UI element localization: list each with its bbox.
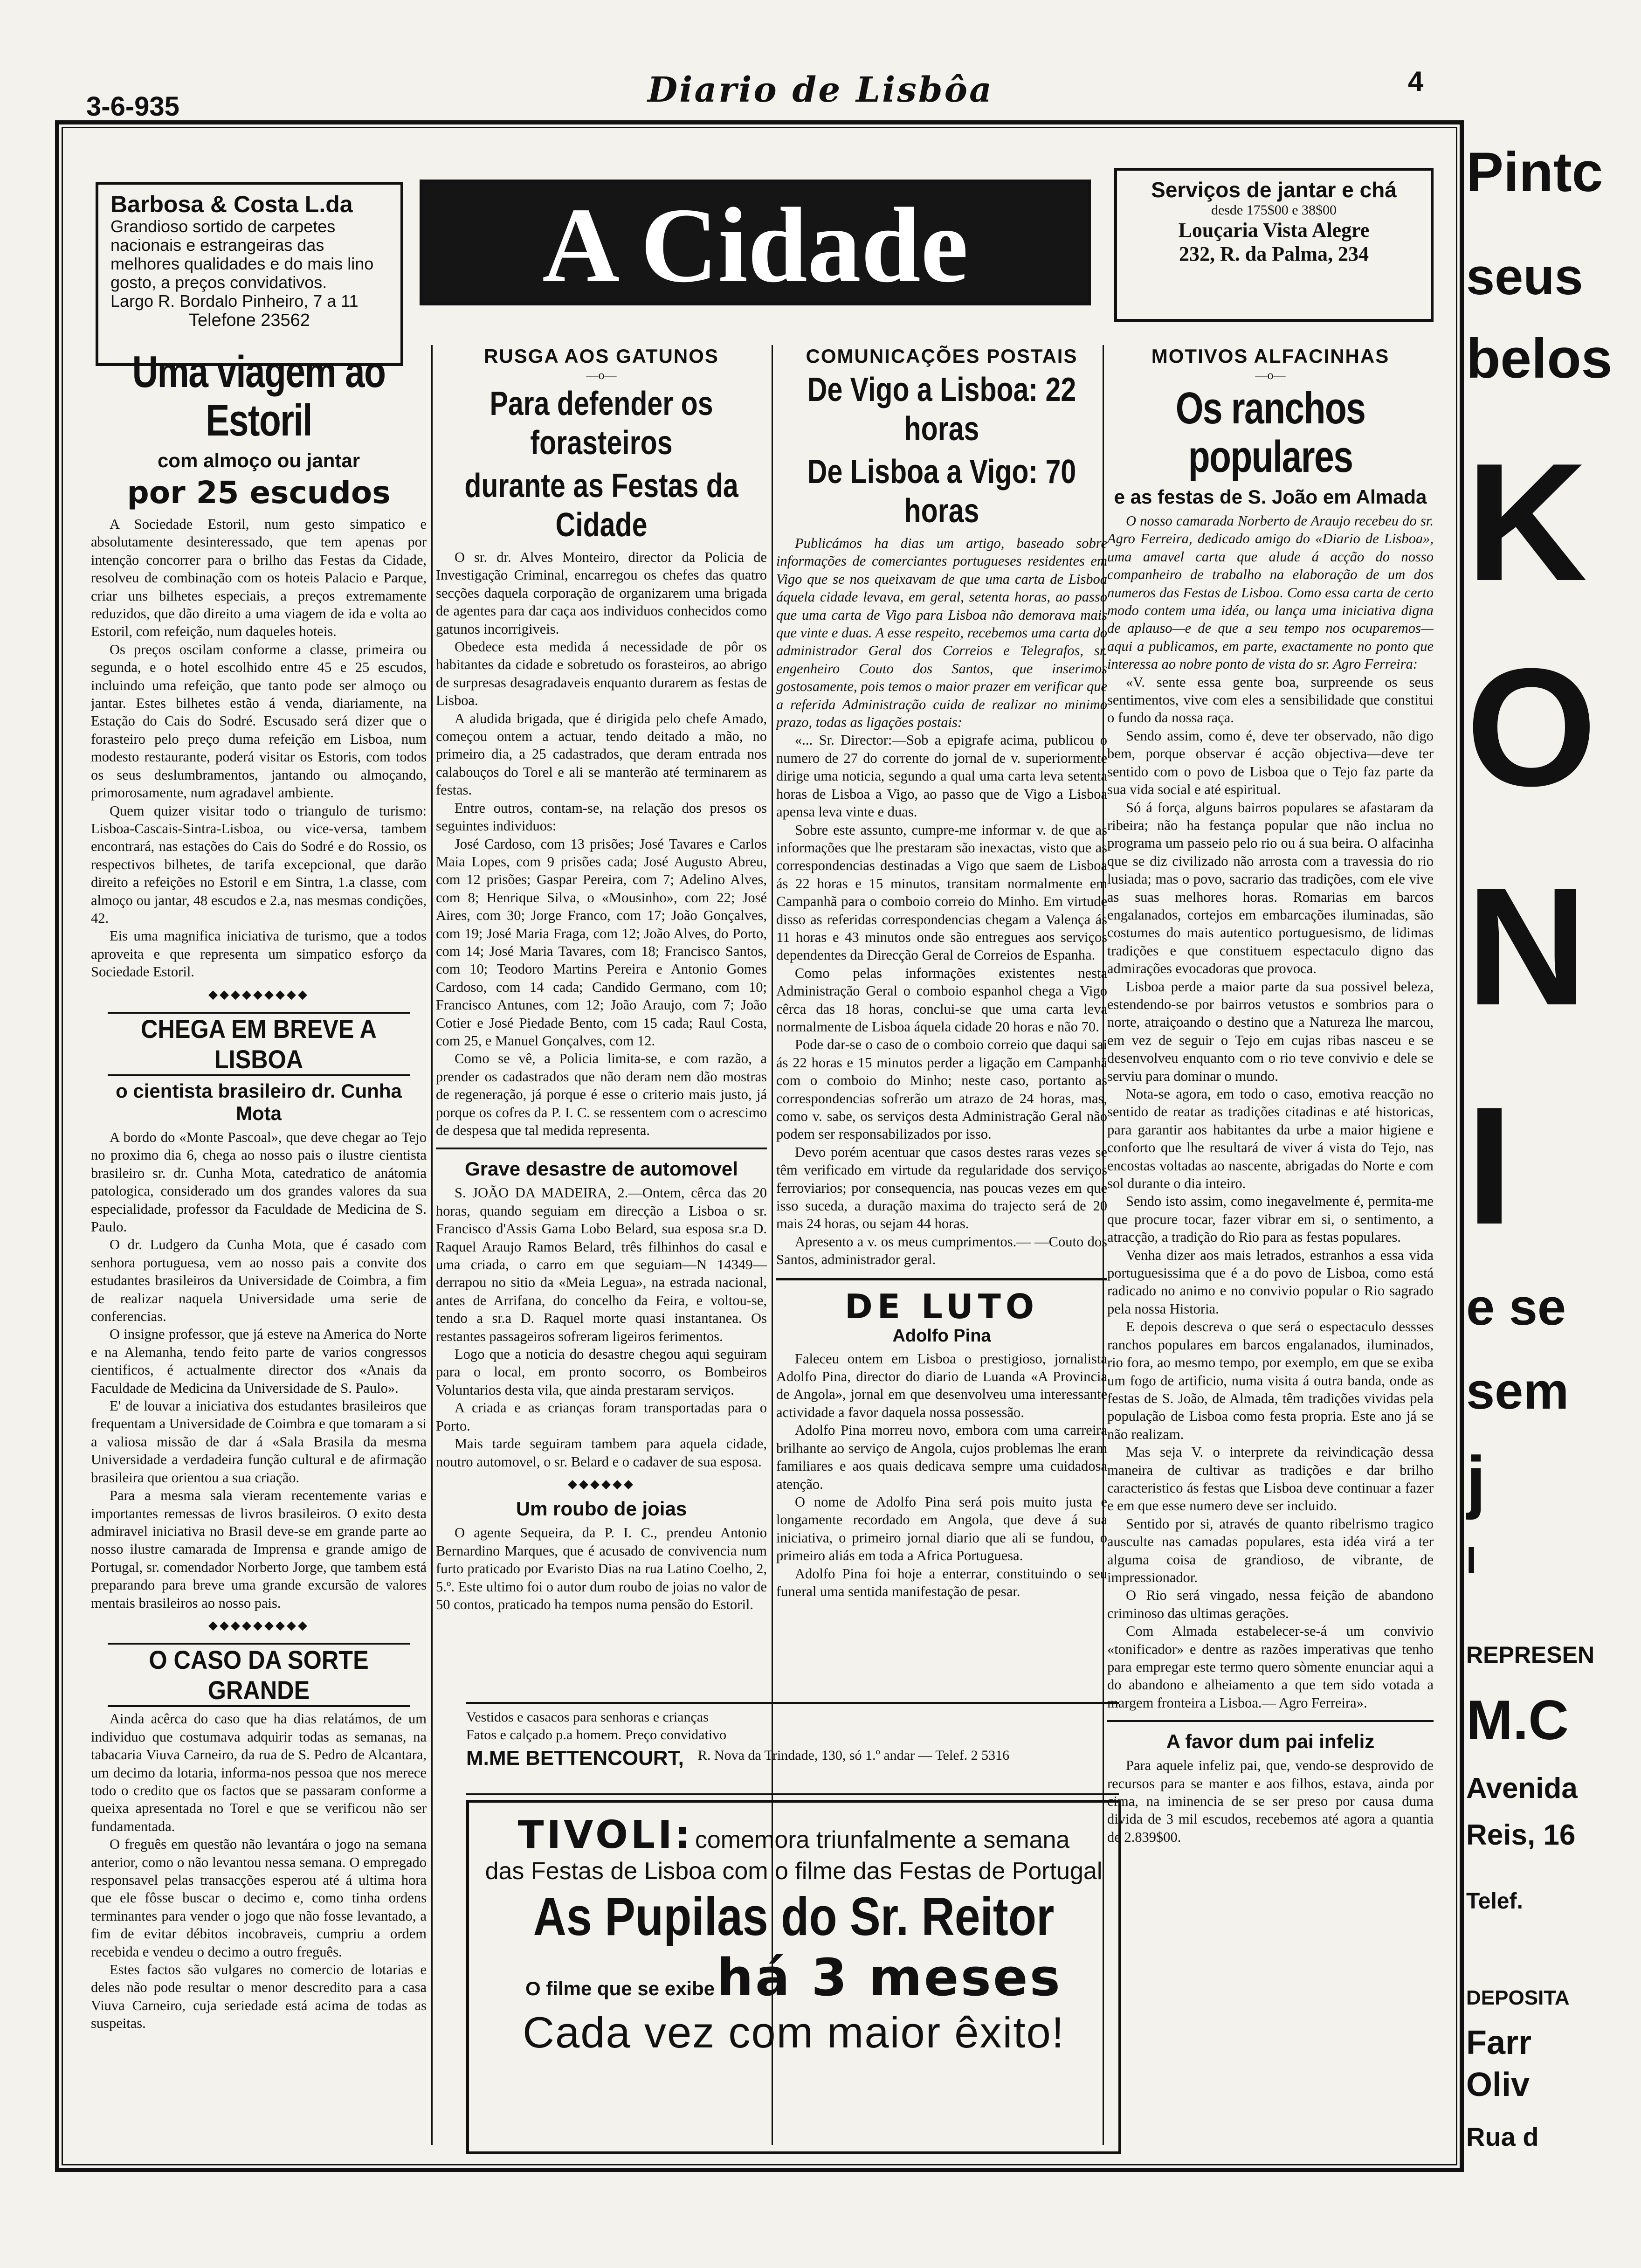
headline-forasteiros-2: durante as Festas da Cidade [464,467,738,544]
ad-tivoli-line6: Cada vez com maior êxito! [523,2008,1065,2057]
divider [436,1148,767,1149]
ad-barbosa-phone: Telefone 23562 [189,311,310,330]
strip-text: I [1466,1539,1477,1581]
ad-barbosa-address: Largo R. Bordalo Pinheiro, 7 a 11 [110,291,359,311]
section-motivos: MOTIVOS ALFACINHAS [1151,345,1390,367]
ad-vista-alegre [1114,168,1434,322]
headline-vigo-2: De Lisboa a Vigo: 70 horas [807,453,1076,530]
headline-cunha-mota: CHEGA EM BREVE A LISBOA [108,1012,410,1076]
column-1 [91,345,427,2145]
strip-text: N [1466,853,1587,1040]
strip-text: Reis, 16 [1466,1819,1576,1851]
paragraph: A criada e as crianças foram transportadas para o Porto. [436,1400,767,1434]
ad-vista-line3: Louçaria Vista Alegre [1178,219,1370,242]
ornament-divider: ◆◆◆◆◆◆ [568,1477,635,1491]
subheadline-adolfo-pina: Adolfo Pina [892,1326,991,1346]
strip-text: seus [1466,248,1583,305]
paragraph: Com Almada estabelecer-se-á um convivio «tonificador» e dentre as razões imperativas que tenho para empregar este termo quero sòmente enunciar aqui a do abandono e alheiamento a que tem sido votada a margem fronteira a Lisboa.— Agro Ferreira». [1107,1623,1434,1711]
column-2 [436,345,767,1688]
strip-text: belos [1466,327,1613,390]
ad-tivoli-line2: das Festas de Lisboa com o filme das Festas de Portugal [485,1858,1103,1885]
column-3 [776,345,1107,1688]
paragraph: José Cardoso, com 13 prisões; José Tavares e Carlos Maia Lopes, com 9 prisões cada; José Augusto Abreu, com 12 prisões; Gaspar Pereira, com 7; Adelino Alves, com 8; Henrique Silva, o «Mousinho», com 22; José Aires, com 30; Jorge Franco, com 17; João Gonçalves, com 19; José Maria Fraga, com 12; João Alves, do Porto, com 14; José Maria Tavares, com 18; Francisco Santos, com 10; Teodoro Martins Pereira e Antonio Gomes Cardoso, com 14 cada; Candido Germano, com 10; Francisco Antunes, com 12; João Araujo, com 7; João Cotier e José Piedade Bento, com 15 cada; Raul Costa, com 25, e Manuel Gonçalves, com 12. [436,836,767,1049]
ad-tivoli-film-title: As Pupilas do Sr. Reitor [533,1886,1055,1947]
ad-bettencourt-line1: Vestidos e casacos para senhoras e crianças [466,1709,709,1725]
paragraph: Para a mesma sala vieram recentemente varias e importantes remessas de livros brasileiros. O exito desta admiravel iniciativa no Brasil deve-se em grande parte ao nosso ilustre camarada de Imprensa e grande amigo de Portugal, sr. comendador Norberto Jorge, que tambem está preparando para breve uma grande excursão de valores mentais brasileiros ao nosso pais. [91,1487,427,1611]
headline-roubo: Um roubo de joias [516,1498,687,1520]
section-comunicacoes: COMUNICAÇÕES POSTAIS [806,345,1078,367]
strip-text: Telef. [1466,1889,1523,1914]
ad-tivoli-line1: comemora triunfalmente a semana [695,1826,1070,1853]
subheadline-estoril-2: por 25 escudos [127,475,391,511]
ad-tivoli [466,1800,1121,2154]
paragraph: Ainda acêrca do caso que ha dias relatámos, de um individuo que costumava adquirir todas as semanas, na tabacaria Viuva Carneiro, da rua de S. Pedro de Alcantara, um decimo da lotaria, informa-nos pessoa que nos merece todo o credito que os factos que se passaram conforme a queixa apresentada no Torel e que se verificou não ser fundamentada. [91,1711,427,1834]
paragraph: O nome de Adolfo Pina será pois muito justa e longamente recordado em Angola, que deve á sua iniciativa, o primeiro jornal diario que ali se fundou, o primeiro aliás em toda a Africa Portuguesa. [776,1494,1107,1564]
ad-tivoli-name: TIVOLI: [517,1813,693,1857]
ornament-divider: ◆◆◆◆◆◆◆◆◆ [208,987,309,1001]
paragraph: Logo que a noticia do desastre chegou aqui seguiram para o local, em pronto socorro, os Bombeiros Voluntarios desta vila, que ainda prestaram serviços. [436,1346,767,1398]
strip-text: j [1466,1442,1486,1520]
paragraph: O insigne professor, que já esteve na America do Norte e na Alemanha, tendo feito parte de varios congressos cientificos, é actualmente director dos «Anais da Faculdade de Medicina da Universidade de S. Paulo». [91,1326,427,1396]
paragraph: Venha dizer aos mais letrados, estranhos a essa vida portuguesissima que é a do povo de Lisboa, como está radicado no animo e no convivio popular o Rio sagrado pela nossa Historia. [1107,1247,1434,1317]
ad-vista-line1: Serviços de jantar e chá [1151,178,1397,202]
strip-text: I [1466,1072,1513,1259]
paragraph: Adolfo Pina foi hoje a enterrar, constituindo o seu funeral uma sentida manifestação de pesar. [776,1565,1107,1599]
ad-barbosa-body: Grandioso sortido de carpetes nacionais e estrangeiras das melhores qualidades e do mais lino gosto, a preços convidativos. [110,217,374,292]
paragraph: Obedece esta medida á necessidade de pôr os habitantes da cidade e sobretudo os forasteiros, ao abrigo de surpresas desagradaveis enquanto durarem as festas de Lisboa. [436,639,767,709]
headline-forasteiros-1: Para defender os forasteiros [490,385,713,462]
strip-text: O [1466,634,1597,821]
column-rule [431,345,433,2145]
paragraph: E depois descreva o que será o espectaculo dessses ranchos populares em barcos engalanados, iluminados, rio fora, ao mesmo tempo, por exemplo, em que se exiba um fogo de artificio, numa visita á outra banda, onde as festas de S. João, de Almada, têm tradições vividas pela população de Lisboa como festa propria. Este ano já se não realizam. [1107,1319,1434,1442]
paragraph: O sr. dr. Alves Monteiro, director da Policia de Investigação Criminal, encarregou os chefes das quatro secções daquela corporação de organizarem uma brigada de agentes para dar caça aos individuos conhecidos como gatunos incorrigiveis. [436,549,767,637]
column-4 [1107,345,1434,2145]
strip-text: DEPOSITA [1466,1986,1570,2009]
strip-text: Farr [1466,2024,1532,2061]
ornament-divider: ◆◆◆◆◆◆◆◆◆ [208,1618,309,1632]
paragraph: Faleceu ontem em Lisboa o prestigioso, jornalista Adolfo Pina, director do diario de Luanda «A Provincia de Angola», jornal em que desenvolveu uma interessante actividade a favor daquela nossa possessão. [776,1350,1107,1420]
ad-tivoli-line4: O filme que se exibe [525,1978,715,1999]
paragraph: O dr. Ludgero da Cunha Mota, que é casado com senhora portuguesa, vem ao nosso pais a convite dos estudantes brasileiros da Universidade de Coimbra, a fim de realizar naquela Universidade uma serie de conferencias. [91,1237,427,1325]
paragraph: A aludida brigada, que é dirigida pelo chefe Amado, começou ontem a actuar, tendo deitado a mão, no primeiro dia, a 25 cadastrados, que deram entrada nos calabouços do Torel e ali se manterão até terminarem as festas. [436,710,767,798]
paragraph: Sendo isto assim, como inegavelmente é, permita-me que procure tocar, fazer vibrar em si, o sentimento, a atracção, a tradição do Rio para as festas populares. [1107,1193,1434,1245]
paragraph: S. JOÃO DA MADEIRA, 2.—Ontem, cêrca das 20 horas, quando seguiam em direcção a Lisboa o sr. Francisco d'Assis Gama Lobo Belard, sua esposa sr.a D. Raquel Araujo Ramos Belard, três filhinhos do casal e uma criada, o carro em que seguiam—N 14349—derrapou no sitio da «Meia Legua», na estrada nacional, antes de Arrifana, do concelho da Feira, e voltou-se, tendo a sr.a D. Raquel morte quasi instantanea. Os restantes passageiros sofreram ligeiros ferimentos. [436,1185,767,1344]
ad-barbosa-costa [96,182,403,366]
ad-bettencourt-address: R. Nova da Trindade, 130, só 1.º andar — Telef. 2 5316 [697,1748,1010,1763]
divider [1107,1720,1434,1722]
strip-text: REPRESEN [1466,1642,1595,1668]
subheadline-cunha-mota: o cientista brasileiro dr. Cunha Mota [116,1079,402,1124]
strip-text: M.C [1466,1689,1569,1751]
paragraph: Mais tarde seguiram tambem para aquela cidade, noutro automovel, o sr. Belard e o cadaver de sua esposa. [436,1436,767,1470]
paragraph: O freguês em questão não levantára o jogo na semana anterior, como o não levantou nessa semana. O empregado responsavel pelas transacções esperou até á ultima hora que ele fôsse buscar o decimo e, como tinha ordens terminantes para vender o jogo que não fosse levantado, a fim de evitar débitos incobraveis, cumpriu a ordem recebida e vendeu o decimo a outro freguês. [91,1836,427,1960]
headline-estoril: Uma viagem ao Estoril [132,347,386,445]
adjacent-page-strip [1466,121,1641,2173]
section-rusga: RUSGA AOS GATUNOS [484,345,719,367]
strip-text: K [1466,429,1587,616]
paragraph: Estes factos são vulgares no comercio de lotarias e deles não pode resultar o menor descredito para a casa Viuva Carneiro, cuja seriedade está acima de todas as suspeitas. [91,1962,427,2032]
paragraph: Sobre este assunto, cumpre-me informar v. de que as informações que lhe prestaram são inexactas, visto que as correspondencias destinadas a Vigo que saem de Lisboa ás 22 horas e 15 minutos, transitam normalmente em Campanhã para o comboio correio do Minho. Em virtude disso as referidas correspondencias chegam a Valença ás 11 horas e 43 minutos onde são entregues aos serviços dependentes da Direcção Geral de Correios de Espanha. [776,822,1107,963]
subheadline-almada: e as festas de S. João em Almada [1114,486,1427,508]
headline-sorte-grande: O CASO DA SORTE GRANDE [108,1643,410,1707]
ad-tivoli-line5: há 3 meses [717,1948,1062,2007]
paragraph: O Rio será vingado, nessa feição de abandono criminoso das ultimas gerações. [1107,1587,1434,1621]
paragraph: «... Sr. Director:—Sob a epigrafe acima, publicou o numero de 27 do corrente do jornal de v. superiormente dirige uma noticia, segundo a qual uma carta leva setenta horas de Lisboa a Vigo, ao passo que de Vigo a Lisboa apensa leva vinte e duas. [776,732,1107,820]
paragraph: Só á força, alguns bairros populares se afastaram da ribeira; não ha festança popular que não inclua no programa um passeio pelo rio ou á sua beira. O alfacinha que se diz civilizado não arrosta com a travessia do rio lusiada; mas o povo, sacrario das tradições, com ele vive as suas melhores horas. Romarias em barcos engalanados, cortejos em embarcações iluminadas, são costumes do mais autentico portuguesismo, de lidimas tradições e que constituem espectaculo digno das admirações evocadoras que provoca. [1107,799,1434,977]
strip-text: Avenida [1466,1772,1578,1805]
paragraph: Mas seja V. o interprete da reivindicação dessa maneira de cultivar as tradições e dar brilho caracteristico ás festas que Lisboa deve continuar a fazer e em que esse numero deve ser incluido. [1107,1444,1434,1514]
newspaper-name: Diario de Lisbôa [648,70,993,110]
paragraph: Apresento a v. os meus cumprimentos.— —Couto dos Santos, administrador geral. [776,1233,1107,1268]
strip-text: Pintc [1466,141,1603,203]
paragraph: Sentido por si, através de quanto ribelrismo tragico ausculte nas camadas populares, esta idéa virá a ter alguma coisa de grandioso, de vibrante, de impressionador. [1107,1515,1434,1585]
strip-text: e se [1466,1279,1566,1336]
headline-ranchos: Os ranchos populares [1175,383,1365,482]
intro-paragraph: O nosso camarada Norberto de Araujo recebeu do sr. Agro Ferreira, dedicado amigo do «Diario de Lisboa», uma amavel carta que alude á acção do nosso companheiro de trabalho na elaboração de um dos numeros das Festas de Lisboa. Como essa carta de certo modo contem uma idéa, ou lança uma iniciativa digna de aplauso—e de que a seu tempo nos ocuparemos—aqui a publicamos, em parte, exactamente no ponto que interessa ao nobre ponto de vista do sr. Agro Ferreira: [1107,513,1434,672]
headline-vigo-1: De Vigo a Lisboa: 22 horas [807,371,1076,448]
issue-date: 3-6-935 [86,91,179,122]
strip-text: Oliv [1466,2066,1530,2103]
paragraph: Eis uma magnifica iniciativa de turismo, que a todos aproveita e que representa um simpatico esforço da Sociedade Estoril. [91,928,427,980]
paragraph: Como se vê, a Policia limita-se, e com razão, a prender os cadastrados que não deram nem dão mostras de regeneração, já porque é esse o criterio mais justo, já porque os cofres da P. I. C. se ressentem com o acrescimo de despesa que tal medida representa. [436,1051,767,1138]
paragraph: O agente Sequeira, da P. I. C., prendeu Antonio Bernardino Marques, que é acusado de convivencia num furto praticado por Evaristo Dias na rua Latino Coelho, 2, 5.º. Este ultimo foi o autor dum roubo de joias no valor de 50 contos, praticado ha tempos numa pensão do Estoril. [436,1525,767,1612]
ad-barbosa-title: Barbosa & Costa L.da [110,191,353,217]
paragraph: Pode dar-se o caso de o comboio correio que daqui sai ás 22 horas e 15 minutos perder a ligação em Campanhã com o comboio do Minho; neste caso, portanto as correspondencias sofrerão um atrazo de 24 horas, mas, como v. sabe, os serviços desta Administração Geral não podem ser responsabilizados por isso. [776,1037,1107,1142]
paragraph: Para aquele infeliz pai, que, vendo-se desprovido de recursos para se manter e aos filhos, estava, ainda por cima, na iminencia de se ser preso por causa duma divida de 3 mil escudos, recebemos até agora a quantia de 2.839$00. [1107,1757,1434,1845]
paragraph: Quem quizer visitar todo o triangulo de turismo: Lisboa-Cascais-Sintra-Lisboa, ou vice-versa, tambem encontrará, nas estações do Cais do Sodré e do Rossio, os respectivos bilhetes, de tarifa excepcional, que darão direito a refeições no Estoril e em Sintra, 1.a classe, com almoço ou jantar, 48 escudos e 2.a, nas mesmas condições, 42. [91,802,427,926]
paragraph: A bordo do «Monte Pascoal», que deve chegar ao Tejo no proximo dia 6, chega ao nosso pais o ilustre cientista brasileiro sr. dr. Cunha Mota, catedratico de anátomia patologica, considerado um dos grandes valores da sua especialidade, professor da Faculdade de Medicina de S. Paulo. [91,1129,427,1235]
paragraph: Os preços oscilam conforme a classe, primeira ou segunda, e o hotel escolhido entre 45 e 25 escudos, incluindo uma refeição, que tanto pode ser almoço ou jantar. Estes bilhetes estão á venda, diariamente, na Estação do Cais do Sodré. Escusado será dizer que o forasteiro pelo preço duma refeição em Lisboa, num modesto restaurante, poderá visitar os Estoris, com todos os seus deslumbramentos, jantando ou almoçando, primorosamente, num agradavel ambiente. [91,641,427,801]
paragraph: Nota-se agora, em todo o caso, emotiva reacção no sentido de reatar as tradições citadinas e até historicas, para garantir aos habitantes da urbe a maior higiene e conforto que lhe resultará de viver á vista do Tejo, nas encostas voltadas ao nascente, abrigadas do Norte e com sol durante o dia inteiro. [1107,1086,1434,1192]
paragraph: Sendo assim, como é, deve ter observado, não digo bem, porque observar é acção objectiva—deve ter sentido com o povo de Lisboa que o Tejo faz parte da sua vida social e até espiritual. [1107,727,1434,798]
headline-desastre: Grave desastre de automovel [465,1158,738,1180]
paragraph: Lisboa perde a maior parte da sua possivel beleza, estendendo-se por bairros vetustos e sombrios para o norte, atraiçoando o destino que a Natureza lhe marcou, em vez de seguir o Tejo em cujas ribas nasceu e se desenvolveu enquanto com o rio teve convivio e dele se serviu para dominar o mundo. [1107,978,1434,1084]
headline-pai-infeliz: A favor dum pai infeliz [1166,1730,1375,1753]
paragraph: Adolfo Pina morreu novo, embora com uma carreira brilhante ao serviço de Angola, cujos problemas lhe eram familiares e aos quais dedicava sempre uma cuidadosa atenção. [776,1422,1107,1492]
ad-bettencourt-line2: Fatos e calçado p.a homem. Preço convidativo [466,1727,727,1742]
strip-text: Rua d [1466,2122,1539,2151]
ad-bettencourt-name: M.ME BETTENCOURT, [466,1747,684,1770]
dash-divider: —o— [586,368,617,382]
ad-vista-line4: 232, R. da Palma, 234 [1179,242,1369,265]
paragraph: «V. sente essa gente boa, surpreende os seus sentimentos, vive com eles a sensibilidade que constitui o fundo da nossa raça. [1107,674,1434,726]
intro-paragraph: Publicámos ha dias um artigo, baseado sobre informações de comerciantes portugueses residentes em Vigo que se nos queixavam de que uma carta de Lisboa áquela cidade levava, em geral, setenta horas, ao passo que uma carta de Vigo para Lisboa não demorava mais que vinte e duas. A esse respeito, recebemos uma carta do administrador Geral dos Correios e Telegrafos, sr. engenheiro Couto dos Santos, que inserimos gostosamente, pois temos o maior prazer em verificar que a referida Administração cuida de realizar no minimo prazo, todas as ligações postais: [776,535,1107,731]
strip-text: sem [1466,1362,1569,1420]
page-number: 4 [1408,66,1424,97]
subheadline-estoril-1: com almoço ou jantar [157,449,360,471]
paragraph: Entre outros, contam-se, na relação dos presos os seguintes individuos: [436,800,767,834]
paragraph: Devo porém acentuar que casos destes raras vezes se têm verificado em virtude da regularidade dos serviços ferroviarios; por consequencia, nas poucas vezes em que isso suceda, a duração maxima do trajecto será de 20 mais 24 horas, ou sejam 44 horas. [776,1144,1107,1232]
ad-bettencourt [466,1702,1119,1795]
ad-vista-line2: desde 175$00 e 38$00 [1211,202,1337,218]
paragraph: E' de louvar a iniciativa dos estudantes brasileiros que frequentam a Universidade de Coimbra e que tomaram a si a valiosa missão de dar á «Sala Brasila da mesma Universidade a verdadeira função cultural e de afirmação brasileira que orientou a sua criação. [91,1398,427,1486]
headline-de-luto: DE LUTO [776,1278,1107,1326]
paragraph: Como pelas informações existentes nesta Administração Geral o comboio espanhol chega a Vigo cêrca das 18 horas, conclui-se que uma carta leva normalmente de Lisboa áquela cidade 20 horas e não 70. [776,965,1107,1035]
paragraph: A Sociedade Estoril, num gesto simpatico e absolutamente desinteressado, que tem apenas por intenção concorrer para o brilho das Festas da Cidade, resolveu de combinação com os hoteis Palacio e Parque, criar uns bilhetes especiais, a preços extremamente reduzidos, que dão direito a uma viagem de ida e volta ao Estoril, com refeição, num daqueles hoteis. [91,516,427,640]
section-masthead: A Cidade [420,180,1091,305]
dash-divider: —o— [1255,368,1286,382]
